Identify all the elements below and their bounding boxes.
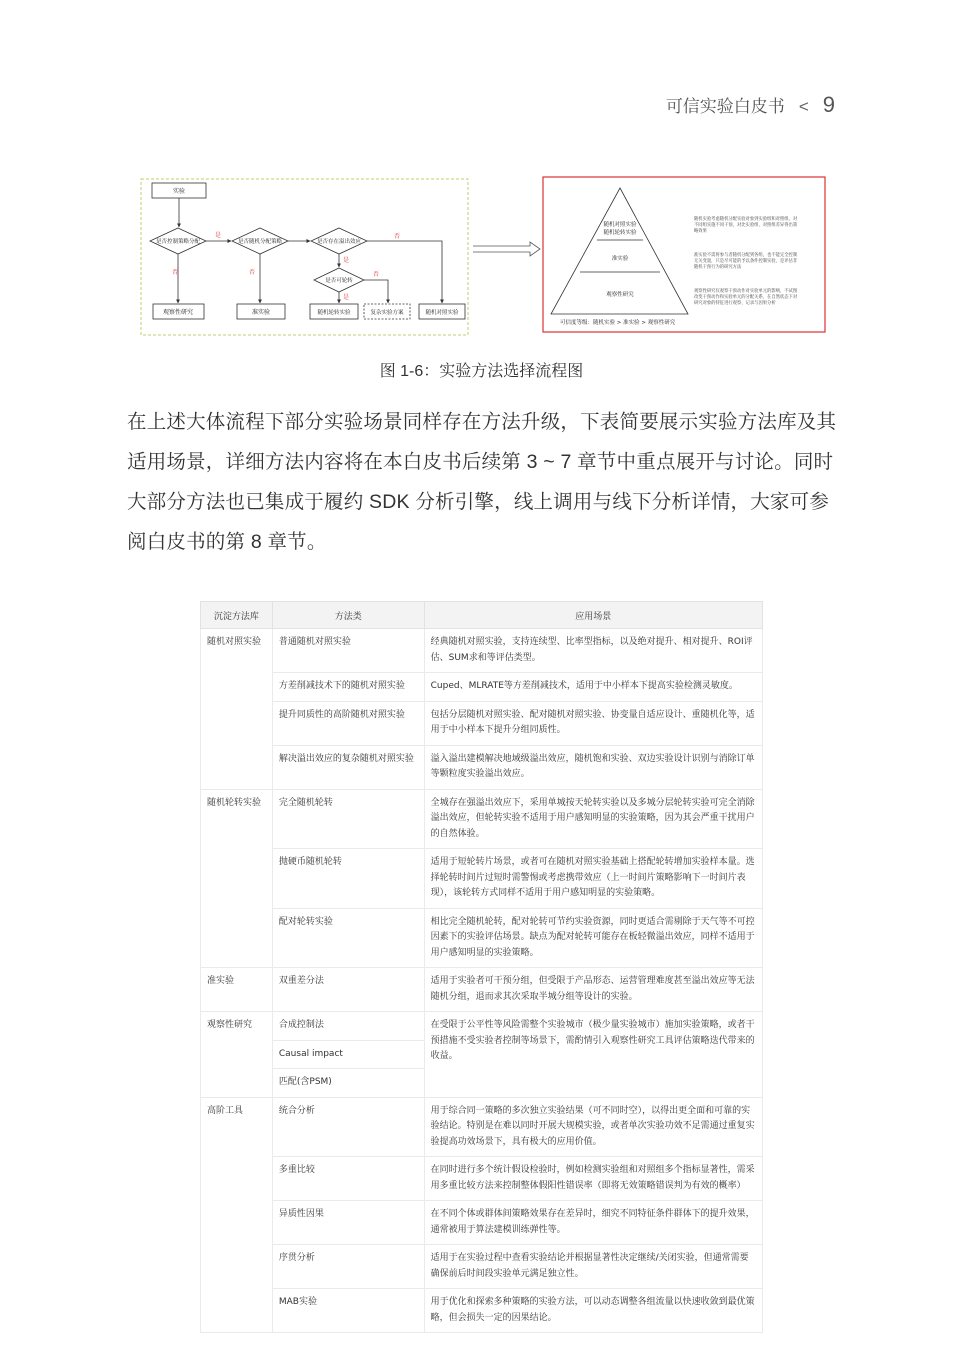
pyramid-desc-bottom-2: 改变干预动作和实验单元的分配关系，在自然状态下对 — [694, 295, 798, 300]
method-cell: 完全随机轮转 — [272, 789, 424, 849]
pyramid-desc-top-3: 略效果 — [694, 229, 707, 234]
pyramid-footer: 可信度等级：随机实验 > 准实验 > 观察性研究 — [560, 320, 676, 326]
flow-start-text: 实验 — [172, 188, 186, 195]
scene-cell: Cuped、MLRATE等方差削减技术，适用于中小样本下提高实验检测灵敏度。 — [424, 673, 762, 702]
method-cell: 配对轮转实验 — [272, 908, 424, 968]
table-row — [201, 1289, 763, 1333]
scene-cell: 适用于在实验过程中查看实验结论并根据显著性决定继续/关闭实验，但通常需要确保前后时间段实验单元满足独立性。 — [424, 1245, 762, 1289]
table-row — [201, 849, 763, 909]
scene-cell: 包括分层随机对照实验、配对随机对照实验、协变量自适应设计、重随机化等，适用于中小样本下提升分组同质性。 — [424, 701, 762, 745]
table-row — [201, 701, 763, 745]
pyramid-desc-bottom-3: 研究对象的特征进行观察、记录与因果分析 — [694, 301, 776, 306]
flow-out-rotation: 随机轮转实验 — [317, 310, 351, 316]
pyramid-bottom-label: 观察性研究 — [606, 292, 634, 298]
flow-out-observational: 观察性研究 — [162, 309, 194, 316]
scene-cell: 在不同个体或群体间策略效果存在差异时，细究不同特征条件群体下的提升效果，通常被用于算法建模训练弹性等。 — [424, 1201, 762, 1245]
table-row — [201, 673, 763, 702]
method-cell: 统合分析 — [272, 1097, 424, 1157]
category-cell: 随机轮转实验 — [201, 789, 273, 968]
method-library-table — [200, 601, 763, 1333]
method-cell: 合成控制法 — [272, 1012, 424, 1041]
figure-caption: 图 1-6：实验方法选择流程图 — [379, 363, 584, 380]
method-cell: 序贯分析 — [272, 1245, 424, 1289]
pyramid-desc-bottom-1: 观察性研究仅观察干预动作对实验单元的影响，不试图 — [694, 289, 798, 294]
header-title: 可信实验白皮书 — [665, 97, 785, 116]
scene-cell: 适用于短轮转片场景，或者可在随机对照实验基础上搭配轮转增加实验样本量。选择轮转时间片过短时需警惕或考虑携带效应（上一时间片策略影响下一时间片表现），该轮转方式同样不适用于用户感知明显的实验策略。 — [424, 849, 762, 909]
scene-cell: 用于综合同一策略的多次独立实验结果（可不同时空），以得出更全面和可靠的实验结论。特别是在难以同时开展大规模实验，或者单次实验功效不足需通过重复实验提高功效场景下，具有极大的应用价值。 — [424, 1097, 762, 1157]
pyramid-desc-mid-3: 随机干预行为的研究方法 — [694, 265, 742, 270]
method-cell: 抛硬币随机轮转 — [272, 849, 424, 909]
table-row — [201, 1245, 763, 1289]
flow-q3-text: 是否存在溢出效应 — [316, 239, 362, 245]
scene-cell: 溢入溢出建模解决地域级溢出效应，随机饱和实验、双边实验设计识别与消除订单等颗粒度实验溢出效应。 — [424, 745, 762, 789]
method-cell: 匹配(含PSM) — [272, 1069, 424, 1098]
table-header-row — [201, 602, 763, 629]
method-cell: Causal impact — [272, 1040, 424, 1069]
method-cell: MAB实验 — [272, 1289, 424, 1333]
pyramid-top-line-1: 随机对照实验 — [603, 222, 637, 228]
table-header-library: 沉淀方法库 — [201, 602, 273, 629]
scene-cell: 在同时进行多个统计假设检验时，例如检测实验组和对照组多个指标显著性，需采用多重比较方法来控制整体假阳性错误率（即将无效策略错误判为有效的概率） — [424, 1157, 762, 1201]
scene-cell: 全城存在强溢出效应下，采用单城按天轮转实验以及多城分层轮转实验可完全消除溢出效应，但轮转实验不适用于用户感知明显的实验策略，因为其会严重干扰用户的自然体验。 — [424, 789, 762, 849]
table-header-method: 方法类 — [272, 602, 424, 629]
category-cell: 观察性研究 — [201, 1012, 273, 1098]
table-row — [201, 629, 763, 673]
pyramid-desc-mid-2: 无关变量，只是尽可能的予以条件控制实验，是评估非 — [694, 259, 798, 264]
flow-no-label-4: 否 — [394, 233, 401, 240]
table-row — [201, 1097, 763, 1157]
flow-yes-label-3: 是 — [343, 294, 350, 301]
arrow-to-pyramid-icon — [473, 242, 540, 256]
table-row — [201, 1012, 763, 1041]
scene-cell: 经典随机对照实验，支持连续型、比率型指标，以及绝对提升、相对提升、ROI评估、SUM求和等评估类型。 — [424, 629, 762, 673]
flow-yes-label-1: 是 — [215, 232, 222, 239]
flow-no-label-2: 否 — [249, 269, 256, 276]
flow-out-complex: 复杂实验方案 — [370, 310, 404, 316]
table-row — [201, 789, 763, 849]
pyramid-desc-top-2: 不同组实施不同干预，对比实验组、对照组差异得出策 — [694, 223, 798, 228]
table-row — [201, 908, 763, 968]
scene-cell: 相比完全随机轮转，配对轮转可节约实验资源，同时更适合需剔除于天气等不可控因素下的实验评估场景。缺点为配对轮转可能存在板轻微溢出效应，同样不适用于用户感知明显的实验策略。 — [424, 908, 762, 968]
scene-cell: 用于优化和探索多种策略的实验方法，可以动态调整各组流量以快速收敛到最优策略，但会损失一定的因果结论。 — [424, 1289, 762, 1333]
flow-q4-text: 是否可轮转 — [325, 278, 353, 284]
category-cell: 随机对照实验 — [201, 629, 273, 790]
category-cell: 准实验 — [201, 968, 273, 1012]
flow-q1-text: 是否控制策略分配 — [155, 239, 201, 245]
flow-q2-text: 是否随机分配策略 — [237, 239, 283, 245]
category-cell: 高阶工具 — [201, 1097, 273, 1333]
table-header-scene: 应用场景 — [424, 602, 762, 629]
flow-out-quasi: 准实验 — [251, 309, 271, 316]
pyramid-top-line-2: 随机轮转实验 — [603, 230, 637, 236]
flow-no-label-3: 否 — [373, 271, 380, 278]
flow-no-label-1: 否 — [172, 269, 179, 276]
flow-out-rct: 随机对照实验 — [425, 310, 459, 316]
method-cell: 解决溢出效应的复杂随机对照实验 — [272, 745, 424, 789]
scene-cell: 适用于实验者可干预分组，但受限于产品形态、运营管理难度甚至溢出效应等无法随机分组，退而求其次采取半城分组等设计的实验。 — [424, 968, 762, 1012]
method-cell: 双重差分法 — [272, 968, 424, 1012]
body-paragraph: 在上述大体流程下部分实验场景同样存在方法升级，下表简要展示实验方法库及其适用场景，详细方法内容将在本白皮书后续第 3 ~ 7 章节中重点展开与讨论。同时大部分方法也已集成于履约 SDK 分析引擎，线上调用与线下分析详情，大家可参阅白皮书的第 8 章节。 — [127, 411, 837, 553]
page-number: 9 — [822, 92, 835, 117]
method-cell: 提升同质性的高阶随机对照实验 — [272, 701, 424, 745]
flow-yes-label-2: 是 — [343, 257, 350, 264]
pyramid-desc-mid-1: 准实验不需将参与者随机分配到各组，也不能完全控制 — [694, 253, 798, 258]
scene-cell: 在受限于公平性等风险需整个实验城市（极少量实验城市）施加实验策略，或者干预措施不受实验者控制等场景下，需酌情引入观察性研究工具评估策略迭代带来的收益。 — [424, 1012, 762, 1098]
table-row — [201, 1201, 763, 1245]
table-row — [201, 968, 763, 1012]
table-row — [201, 1157, 763, 1201]
table-row — [201, 745, 763, 789]
method-selection-figure — [0, 0, 963, 360]
method-cell: 方差削减技术下的随机对照实验 — [272, 673, 424, 702]
pyramid-mid-label: 准实验 — [611, 256, 629, 262]
method-cell: 普通随机对照实验 — [272, 629, 424, 673]
method-cell: 异质性因果 — [272, 1201, 424, 1245]
header-separator: < — [798, 97, 809, 116]
method-cell: 多重比较 — [272, 1157, 424, 1201]
pyramid-desc-top-1: 随机实验考虑随机分配实验对象到实验组和对照组，对 — [694, 217, 798, 222]
